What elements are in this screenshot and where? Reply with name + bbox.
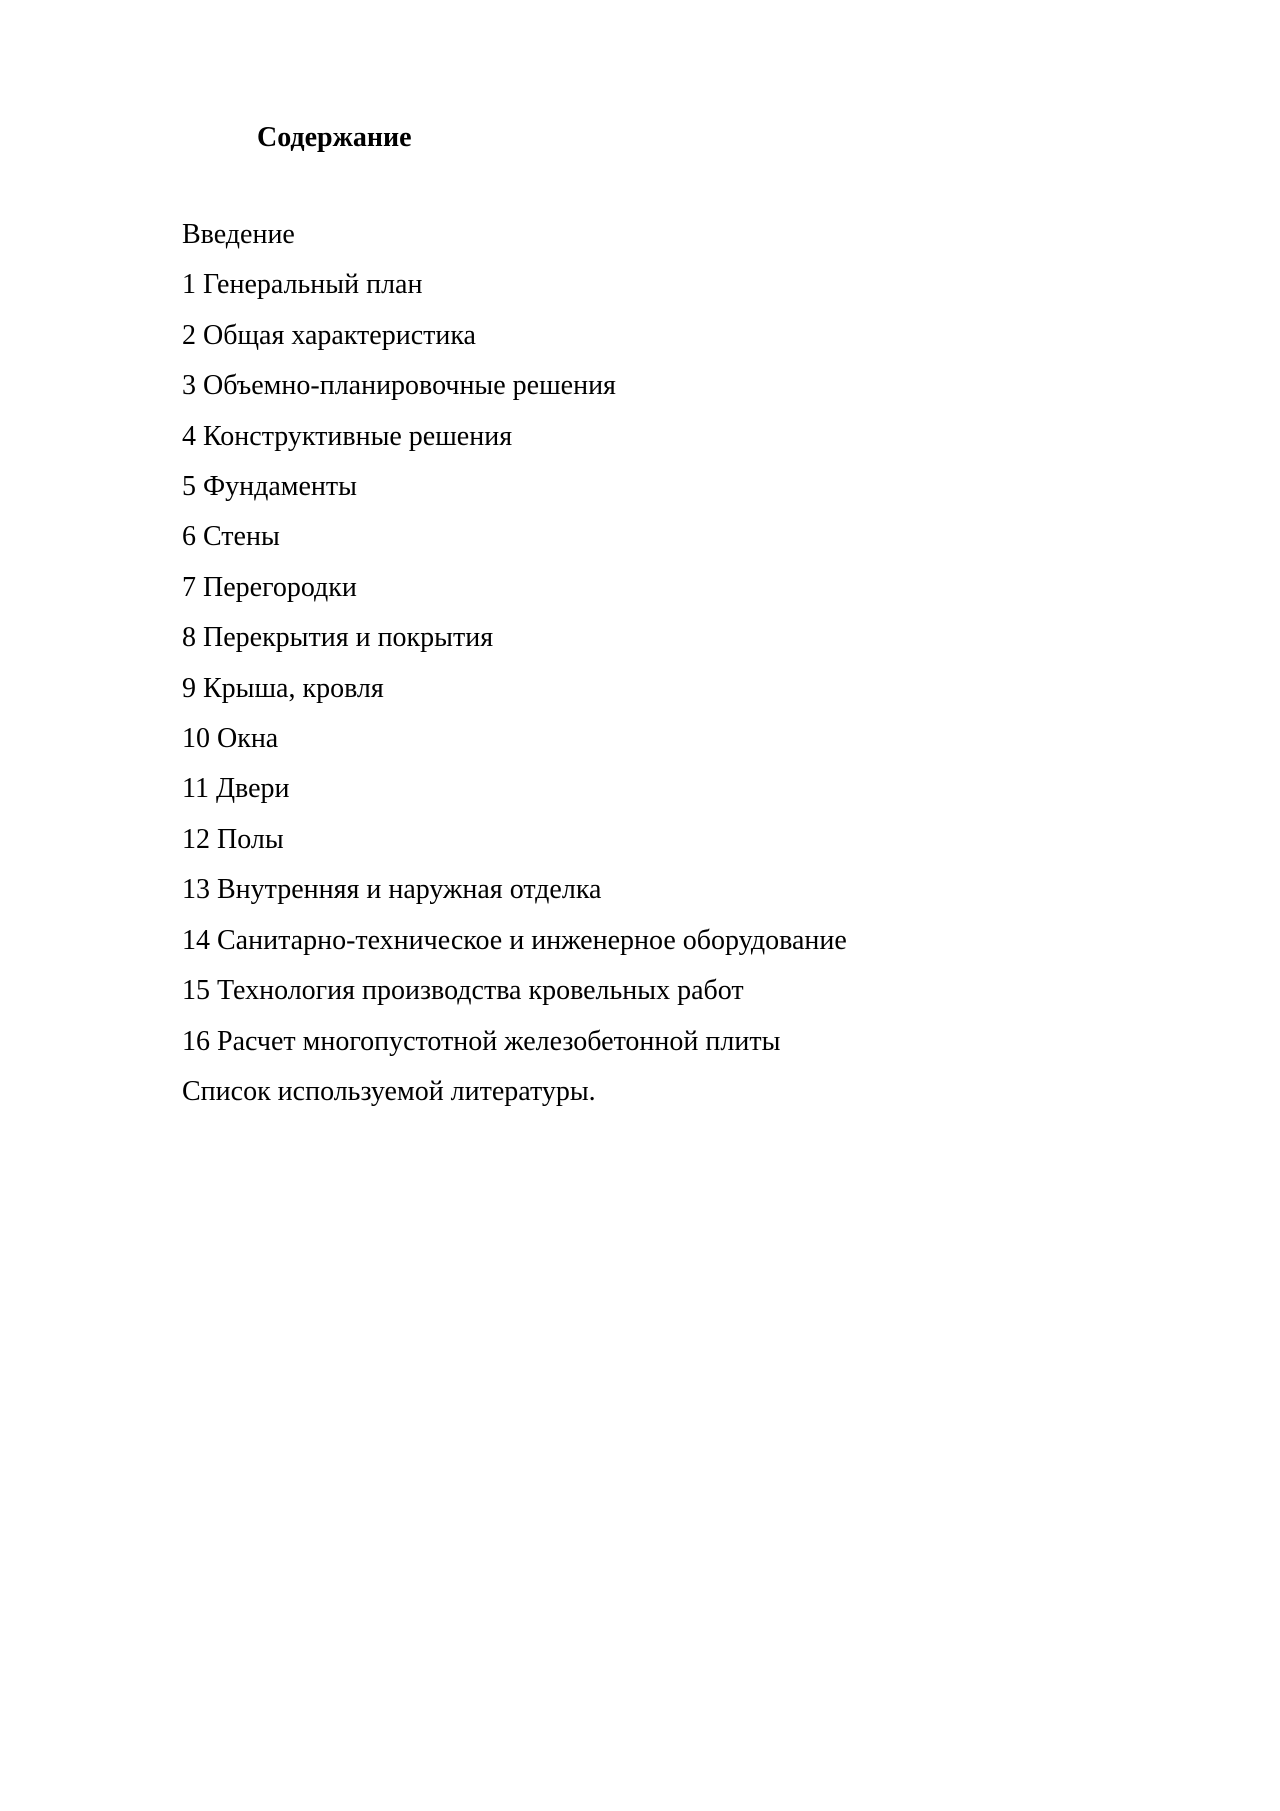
toc-entry-doors: 11 Двери bbox=[182, 773, 290, 805]
toc-entry-introduction: Введение bbox=[182, 219, 295, 250]
toc-entry-windows: 10 Окна bbox=[182, 723, 279, 755]
toc-entry-interior-exterior-finishing: 13 Внутренняя и наружная отделка bbox=[182, 874, 602, 906]
toc-entry-space-planning-solutions: 3 Объемно-планировочные решения bbox=[182, 370, 616, 402]
toc-entry-partitions: 7 Перегородки bbox=[182, 571, 357, 603]
toc-list bbox=[182, 210, 847, 1117]
toc-entry-foundations: 5 Фундаменты bbox=[182, 471, 357, 503]
toc-entry-floors: 12 Полы bbox=[182, 823, 284, 855]
toc-entry-floors-and-roofing-slabs: 8 Перекрытия и покрытия bbox=[182, 622, 494, 654]
toc-entry-sanitary-engineering-equipment: 14 Санитарно-техническое и инженерное оборудование bbox=[182, 924, 847, 956]
toc-entry-references: Список используемой литературы. bbox=[182, 1075, 596, 1107]
toc-entry-hollow-core-slab-calculation: 16 Расчет многопустотной железобетонной плиты bbox=[182, 1025, 781, 1057]
toc-entry-roofing-work-technology: 15 Технология производства кровельных работ bbox=[182, 975, 744, 1007]
toc-entry-general-plan: 1 Генеральный план bbox=[182, 269, 423, 301]
toc-entry-structural-solutions: 4 Конструктивные решения bbox=[182, 420, 513, 452]
toc-title: Содержание bbox=[257, 122, 412, 153]
toc-entry-walls: 6 Стены bbox=[182, 521, 280, 553]
toc-entry-roof: 9 Крыша, кровля bbox=[182, 672, 384, 704]
toc-entry-general-characteristics: 2 Общая характеристика bbox=[182, 319, 476, 351]
